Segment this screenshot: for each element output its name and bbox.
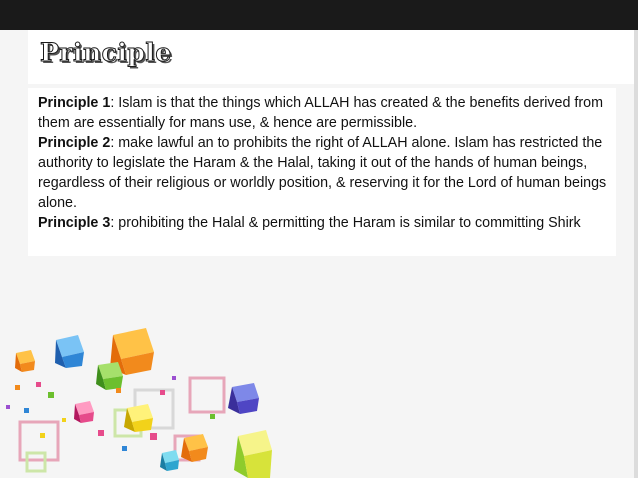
- cube-pink: [74, 401, 94, 423]
- right-edge: [634, 30, 638, 478]
- cube-orange-small: [15, 350, 35, 372]
- principle-1-label: Principle 1: [38, 95, 111, 111]
- principle-3: [38, 213, 618, 233]
- outline-square: [190, 378, 224, 412]
- principle-2: [38, 133, 618, 213]
- cube-teal: [160, 450, 179, 471]
- cube-yellow: [124, 404, 153, 432]
- slide-title: Principle: [40, 38, 172, 67]
- principle-2-label: Principle 2: [38, 135, 111, 151]
- principle-2-text: : make lawful an to prohibits the right of ALLAH alone. Islam has restricted the authority to legislate the Haram & the Halal, taking it out of the hands of human beings, regardless of their religious or worldly position, & reserving it for the Lord of human beings alone.: [38, 135, 607, 211]
- top-bar: [0, 0, 638, 30]
- cube-orange-mid: [181, 434, 208, 462]
- principle-1-text: : Islam is that the things which ALLAH has created & the benefits derived from them are essentially for mans use, & hence are permissible.: [38, 95, 604, 131]
- outline-square: [27, 453, 45, 471]
- cube-blue: [55, 335, 84, 368]
- cube-green: [96, 362, 123, 390]
- principles-text: [38, 93, 618, 233]
- principle-3-label: Principle 3: [38, 215, 111, 231]
- principle-1: [38, 93, 618, 133]
- cube-lime: [234, 430, 272, 478]
- principle-3-text: : prohibiting the Halal & permitting the Haram is similar to committing Shirk: [110, 215, 581, 231]
- decorative-cubes: [0, 310, 300, 478]
- cube-purple: [228, 383, 259, 414]
